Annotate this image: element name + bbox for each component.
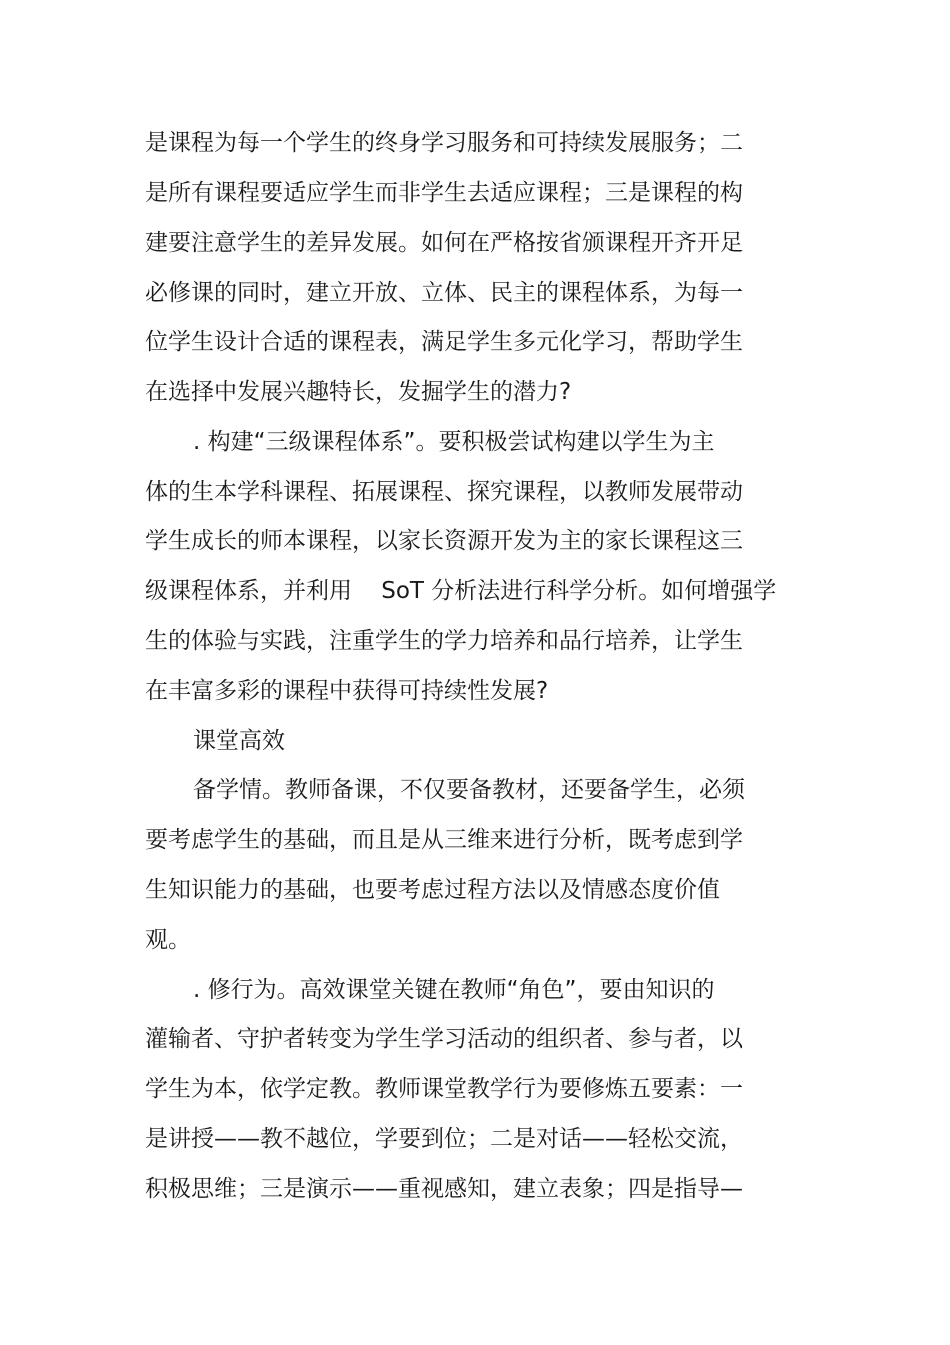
- text-line: 是课程为每一个学生的终身学习服务和可持续发展服务；二: [145, 130, 743, 156]
- text-line: 生知识能力的基础，也要考虑过程方法以及情感态度价值: [145, 877, 720, 903]
- text-line: 生的体验与实践，注重学生的学力培养和品行培养，让学生: [145, 628, 743, 654]
- paragraph-start-line: . 修行为。高效课堂关键在教师“角色”，要由知识的: [193, 977, 715, 1003]
- text-line: 在选择中发展兴趣特长，发掘学生的潜力?: [145, 379, 572, 405]
- text-line: 是讲授——教不越位，学要到位；二是对话——轻松交流，: [145, 1126, 743, 1152]
- text-line: 学生成长的师本课程，以家长资源开发为主的家长课程这三: [145, 528, 743, 554]
- text-line: 要考虑学生的基础，而且是从三维来进行分析，既考虑到学: [145, 827, 743, 853]
- text-line: 灌输者、守护者转变为学生学习活动的组织者、参与者，以: [145, 1026, 743, 1052]
- text-line: 在丰富多彩的课程中获得可持续性发展?: [145, 678, 549, 704]
- paragraph-start-line: . 构建“三级课程体系”。要积极尝试构建以学生为主: [193, 429, 715, 455]
- text-line: 级课程体系，并利用 SoT 分析法进行科学分析。如何增强学: [145, 578, 777, 604]
- text-line: 体的生本学科课程、拓展课程、探究课程，以教师发展带动: [145, 479, 743, 505]
- section-heading: 课堂高效: [193, 728, 285, 754]
- text-line: 观。: [145, 927, 191, 953]
- text-line: 建要注意学生的差异发展。如何在严格按省颁课程开齐开足: [145, 230, 743, 256]
- text-line: 学生为本，依学定教。教师课堂教学行为要修炼五要素：一: [145, 1076, 743, 1102]
- text-line: 必修课的同时，建立开放、立体、民主的课程体系，为每一: [145, 280, 743, 306]
- paragraph-start-line: 备学情。教师备课，不仅要备教材，还要备学生，必须: [193, 777, 745, 803]
- text-line: 位学生设计合适的课程表，满足学生多元化学习，帮助学生: [145, 329, 743, 355]
- text-line: 是所有课程要适应学生而非学生去适应课程；三是课程的构: [145, 180, 743, 206]
- text-line: 积极思维；三是演示——重视感知，建立表象；四是指导—: [145, 1176, 743, 1202]
